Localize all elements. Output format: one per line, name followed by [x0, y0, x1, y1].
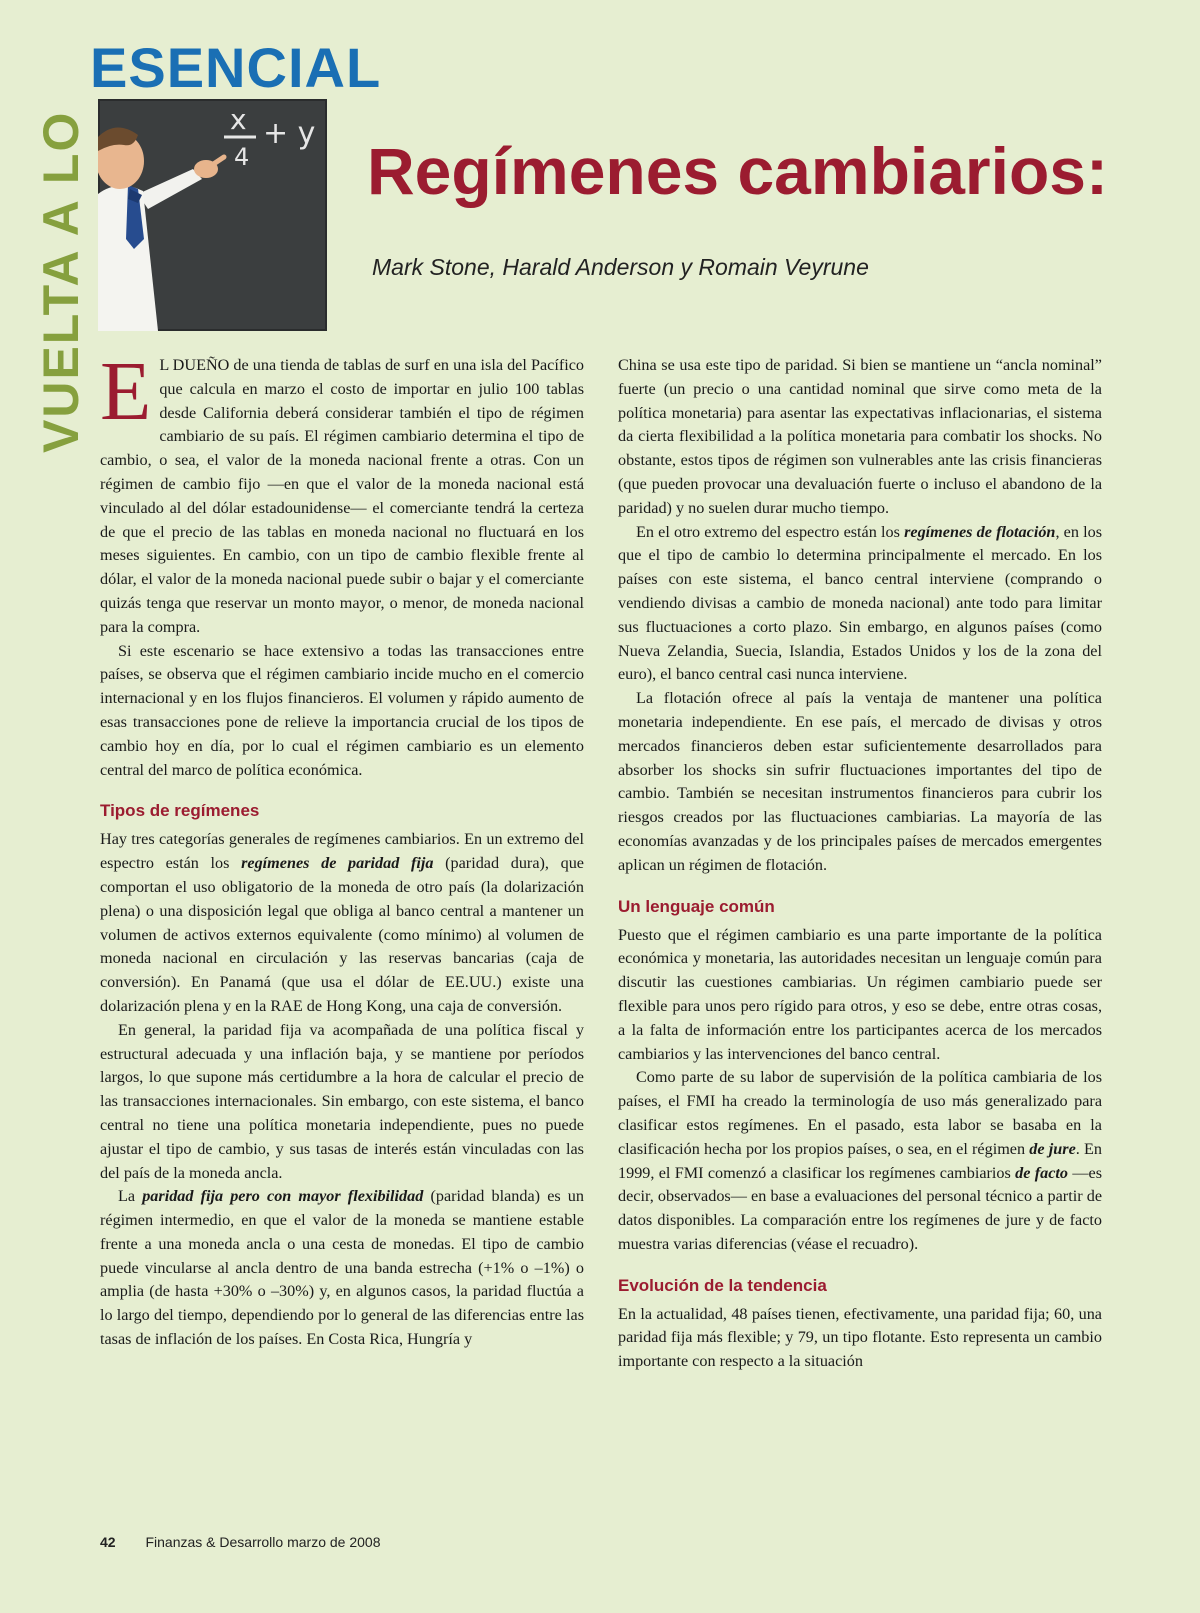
paragraph: La flotación ofrece al país la ventaja de mantener una política monetaria independiente. En ese país, el mercado de divisas y otros mercados financieros deben estar suficientemente desarrollados para absorber los shocks sin sufrir fluctuaciones importantes del tipo de cambio. También se necesitan instrumentos financieros para cubrir los riesgos creados por las fluctuaciones cambiarias. La mayoría de las economías avanzadas y de los principales países de mercados emergentes aplican un régimen de flotación. [618, 689, 1102, 874]
paragraph: Como parte de su labor de supervisión de la política cambiaria de los países, el FMI ha creado la terminología de uso más generalizado para clasificar estos regímenes. En el pasado, esta labor se basaba en la clasificación hecha por los propios países, o sea, en el régimen de jure. En 1999, el FMI comenzó a clasificar los regímenes cambiarios de facto —es decir, observados— en base a evaluaciones del personal técnico a partir de datos disponibles. La comparación entre los regímenes de jure y de facto muestra varias diferencias (véase el recuadro). [618, 1068, 1103, 1253]
paragraph: Hay tres categorías generales de regímenes cambiarios. En un extremo del espectro están los regímenes de paridad fija (paridad dura), que comportan el uso obligatorio de la moneda de otro país (la dolarización plena) o una disposición legal que obliga al banco central a mantener un volumen de activos externos equivalente (como mínimo) al volumen de moneda nacional en circulación y las reservas bancarias (caja de conversión). En Panamá (que usa el dólar de EE.UU.) existe una dolarización plena y en la RAE de Hong Kong, una caja de conversión. [100, 830, 584, 1015]
paragraph: En general, la paridad fija va acompañada de una política fiscal y estructural adecuada y una inflación baja, y se mantiene por períodos largos, lo que supone más certidumbre a la hora de calcular el precio de las transacciones internacionales. Sin embargo, con este sistema, el banco central no tiene una política monetaria independiente, pues no puede ajustar el tipo de cambio, y sus tasas de interés están vinculadas con las del país de la moneda ancla. [100, 1020, 584, 1182]
vertical-section-title: VUELTA A LO [33, 110, 89, 453]
teacher-illustration [98, 99, 327, 331]
section-heading-evolucion: Evolución de la tendencia [618, 1275, 827, 1295]
left-column [100, 345, 584, 1352]
section-heading-lenguaje: Un lenguaje común [618, 896, 775, 916]
section-heading-tipos: Tipos de regímenes [100, 801, 260, 821]
article-authors: Mark Stone, Harald Anderson y Romain Veyrune [372, 254, 869, 280]
formula-numerator: x [230, 103, 247, 136]
page-footer [100, 1534, 380, 1550]
paragraph: En el otro extremo del espectro están los regímenes de flotación, en los que el tipo de cambio lo determina principalmente el mercado. En los países con este sistema, el banco central interviene (comprando o vendiendo divisas a cambio de moneda nacional) ante todo para limitar sus fluctuaciones a corto plazo. Sin embargo, en algunos países (como Nueva Zelandia, Suecia, Islandia, Estados Unidos y los de la zona del euro), el banco central casi nunca interviene. [618, 522, 1103, 684]
formula-denominator: 4 [234, 143, 250, 171]
page-number: 42 [100, 1534, 116, 1550]
teacher-at-blackboard-image [98, 99, 327, 331]
paragraph: China se usa este tipo de paridad. Si bien se mantiene un “ancla nominal” fuerte (un precio o una cantidad nominal que sirve como meta de la política monetaria) para asentar las expectativas inflacionarias, el sistema da cierta flexibilidad a la política monetaria para combatir los shocks. No obstante, estos tipos de régimen son vulnerables ante las crisis financieras (que pueden provocar una devaluación fuerte o incluso el abandono de la paridad) y no suelen durar mucho tiempo. [618, 356, 1102, 517]
formula-tail: + y [263, 116, 316, 151]
section-label: ESENCIAL [90, 36, 382, 99]
paragraph: Si este escenario se hace extensivo a todas las transacciones entre países, se observa que el régimen cambiario incide mucho en el comercio internacional y en los flujos financieros. El volumen y rápido aumento de esas transacciones pone de relieve la importancia crucial de los tipos de cambio hoy en día, por lo cual el régimen cambiario es un elemento central del marco de política económica. [100, 641, 584, 779]
right-column [618, 354, 1102, 1374]
drop-cap: E [100, 345, 152, 438]
intro-paragraph: E L DUEÑO de una tienda de tablas de surf en una isla del Pacífico que calcula en marzo el costo de importar en julio 100 tablas desde California deberá considerar también el tipo de régimen cambiario de su país. El régimen cambiario determina el tipo de cambio, o sea, el valor de la moneda nacional frente a otras. Con un régimen de cambio fijo —en que el valor de la moneda nacional está vinculado al del dólar estadounidense— el comerciante tendrá la certeza de que el precio de las tablas en moneda nacional no fluctuará en los meses siguientes. En cambio, con un tipo de cambio flexible frente al dólar, el valor de la moneda nacional puede subir o bajar y el comerciante quizás tenga que reservar un monto mayor, o menor, de moneda nacional para la compra. [100, 345, 584, 636]
publication-info: Finanzas & Desarrollo marzo de 2008 [145, 1534, 381, 1550]
paragraph: Puesto que el régimen cambiario es una parte importante de la política económica y monetaria, las autoridades necesitan un lenguaje común para discutir las cuestiones cambiarias. Un régimen cambiario puede ser flexible para unos pero rígido para otros, y eso se debe, entre otras cosas, a la falta de información entre los participantes acerca de los mercados cambiarios y las intervenciones del banco central. [618, 925, 1102, 1063]
article-title: Regímenes cambiarios: [367, 134, 1108, 208]
paragraph: La paridad fija pero con mayor flexibilidad (paridad blanda) es un régimen intermedio, en que el valor de la moneda se mantiene estable frente a una moneda ancla o una cesta de monedas. El tipo de cambio puede vincularse al ancla dentro de una banda estrecha (+1% o –1%) o amplia (de hasta +30% o –30%) y, en algunos casos, la paridad fluctúa a lo largo del tiempo, dependiendo por lo general de las diferencias entre las tasas de inflación de los países. En Costa Rica, Hungría y [100, 1187, 584, 1349]
paragraph: En la actualidad, 48 países tienen, efectivamente, una paridad fija; 60, una paridad fija más flexible; y 79, un tipo flotante. Esto representa un cambio importante con respecto a la situación [618, 1304, 1102, 1371]
